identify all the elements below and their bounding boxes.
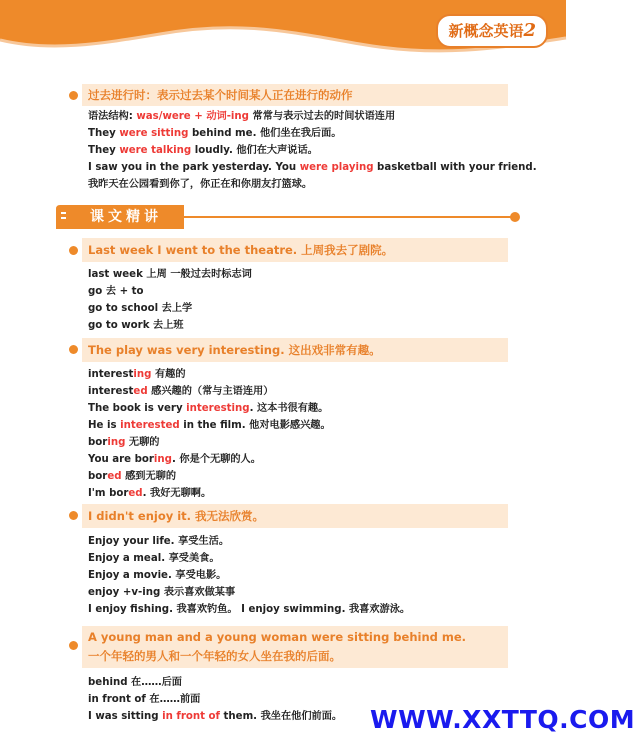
line-text: bor: [88, 437, 108, 448]
text-line: [88, 400, 331, 417]
highlight-text: interesting: [186, 403, 250, 414]
line-text: You are bor: [88, 454, 154, 465]
section-title-dot: [510, 212, 520, 222]
section-title-line: [184, 216, 512, 218]
line-text: They: [88, 145, 120, 156]
line-text: go to work 去上班: [88, 320, 184, 331]
text-line: [88, 108, 537, 125]
line-text: go to school 去上学: [88, 303, 193, 314]
brand-badge: [436, 14, 548, 48]
line-text: I enjoy fishing. 我喜欢钓鱼。 I enjoy swimming. 我喜欢游泳。: [88, 604, 411, 615]
point-notes: [88, 674, 342, 725]
text-line: [88, 708, 342, 725]
line-text: 有趣的: [151, 369, 186, 380]
point-notes: [88, 266, 252, 334]
highlight-text: ing: [153, 454, 172, 465]
line-text: loudly. 他们在大声说话。: [191, 145, 318, 156]
text-line: [88, 159, 537, 176]
text-line: [88, 468, 331, 485]
text-line: [88, 601, 410, 618]
line-text: 感兴趣的（常与主语连用）: [147, 386, 274, 397]
line-text: He is: [88, 420, 121, 431]
line-text: . 我好无聊啊。: [142, 488, 212, 499]
text-line: [88, 142, 537, 159]
highlight-text: were sitting: [119, 128, 189, 139]
line-text: 常常与表示过去的时间状语连用: [248, 111, 396, 122]
line-text: They: [88, 128, 120, 139]
highlight-text: interested: [120, 420, 180, 431]
point-heading-zh: 一个年轻的男人和一个年轻的女人坐在我的后面。: [88, 649, 341, 663]
line-text: them. 我坐在他们前面。: [219, 711, 343, 722]
highlight-text: were talking: [119, 145, 192, 156]
text-line: [88, 383, 331, 400]
text-line: [88, 550, 410, 567]
text-line: [88, 366, 331, 383]
point-heading: [82, 626, 508, 668]
highlight-text: in front of: [162, 711, 220, 722]
line-text: . 这本书很有趣。: [249, 403, 329, 414]
point-heading: The play was very interesting. 这出戏非常有趣。: [82, 338, 508, 362]
line-text: behind 在……后面: [88, 677, 182, 688]
text-line: [88, 283, 252, 300]
section-title: 课文精讲: [90, 209, 162, 225]
grammar-heading: 过去进行时：表示过去某个时间某人正在进行的动作: [82, 84, 508, 106]
brand-text: 新概念英语: [448, 22, 524, 40]
line-text: Enjoy a meal. 享受美食。: [88, 553, 220, 564]
text-line: [88, 266, 252, 283]
text-line: [88, 567, 410, 584]
text-line: [88, 533, 410, 550]
highlight-text: ed: [128, 488, 143, 499]
line-text: I was sitting: [88, 711, 163, 722]
line-text: I saw you in the park yesterday. You: [88, 162, 300, 173]
line-text: bor: [88, 471, 108, 482]
highlight-text: were playing: [299, 162, 374, 173]
line-text: 感到无聊的: [121, 471, 177, 482]
brand-number: 2: [523, 20, 536, 41]
grammar-explanation: [88, 108, 537, 193]
text-line: [88, 691, 342, 708]
line-text: interest: [88, 369, 134, 380]
line-text: Enjoy a movie. 享受电影。: [88, 570, 227, 581]
bullet-dot: [69, 345, 78, 354]
line-text: last week 上周 一般过去时标志词: [88, 269, 252, 280]
line-text: 语法结构:: [88, 111, 137, 122]
watermark: WWW.XXTTQ.COM: [370, 705, 635, 734]
bullet-dot: [69, 641, 78, 650]
text-line: [88, 674, 342, 691]
line-text: 无聊的: [125, 437, 160, 448]
point-heading: I didn't enjoy it. 我无法欣赏。: [82, 504, 508, 528]
point-notes: [88, 533, 410, 618]
text-line: [88, 451, 331, 468]
highlight-text: was/were + 动词-ing: [136, 111, 249, 122]
text-line: [88, 300, 252, 317]
text-line: [88, 434, 331, 451]
text-line: [88, 485, 331, 502]
text-line: [88, 176, 537, 193]
bullet-dot: [69, 511, 78, 520]
line-text: go 去 + to: [88, 286, 144, 297]
line-text: in the film. 他对电影感兴趣。: [179, 420, 331, 431]
line-text: Enjoy your life. 享受生活。: [88, 536, 230, 547]
line-text: I'm bor: [88, 488, 129, 499]
line-text: basketball with your friend.: [373, 162, 537, 173]
highlight-text: ed: [133, 386, 148, 397]
point-heading: Last week I went to the theatre. 上周我去了剧院。: [82, 238, 508, 262]
bullet-dot: [69, 91, 78, 100]
line-text: The book is very: [88, 403, 187, 414]
text-line: [88, 584, 410, 601]
line-text: enjoy +v-ing 表示喜欢做某事: [88, 587, 236, 598]
highlight-text: ing: [107, 437, 126, 448]
highlight-text: ed: [107, 471, 122, 482]
text-line: [88, 417, 331, 434]
text-line: [88, 125, 537, 142]
line-text: in front of 在……前面: [88, 694, 201, 705]
line-text: 我昨天在公园看到你了，你正在和你朋友打篮球。: [88, 179, 313, 190]
text-line: [88, 317, 252, 334]
line-text: interest: [88, 386, 134, 397]
line-text: . 你是个无聊的人。: [171, 454, 261, 465]
line-text: behind me. 他们坐在我后面。: [188, 128, 342, 139]
highlight-text: ing: [133, 369, 152, 380]
point-heading-en: A young man and a young woman were sitting behind me.: [88, 630, 467, 644]
bullet-dot: [69, 246, 78, 255]
point-notes: [88, 366, 331, 502]
